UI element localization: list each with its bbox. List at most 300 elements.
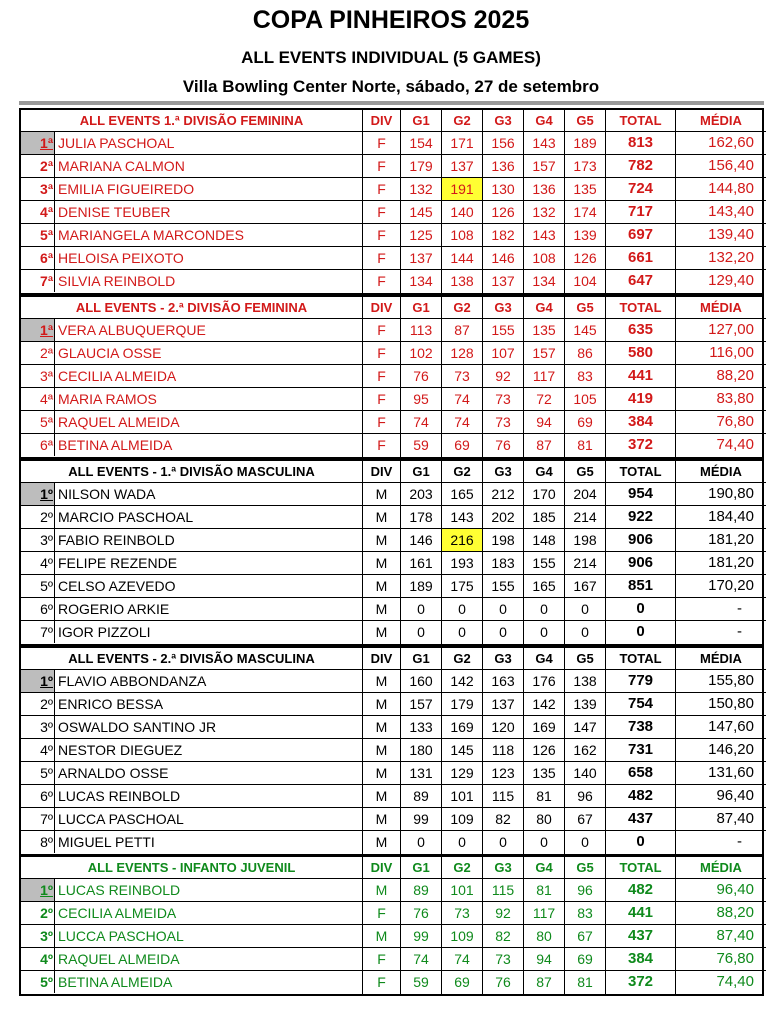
section-heading: ALL EVENTS 1.ª DIVISÃO FEMININA: [21, 110, 363, 132]
game-4-score: 87: [524, 971, 565, 994]
player-cell: [21, 808, 363, 831]
division-cell: M: [363, 693, 401, 716]
game-2-score: 108: [442, 224, 483, 247]
table-row: [21, 971, 766, 994]
average-score: 181,20: [676, 552, 766, 575]
game-2-score: 0: [442, 831, 483, 854]
player-cell: [21, 388, 363, 411]
column-header-media: MÉDIA: [676, 648, 766, 670]
game-1-score: 178: [401, 506, 442, 529]
game-5-score: 138: [565, 670, 606, 693]
rank-position: 1ª: [21, 319, 55, 341]
game-1-score: 161: [401, 552, 442, 575]
table-row: [21, 270, 766, 293]
game-2-score: 101: [442, 785, 483, 808]
game-2-score: 171: [442, 132, 483, 155]
average-score: 74,40: [716, 973, 754, 990]
table-row: [21, 483, 766, 506]
game-2-score: 74: [442, 388, 483, 411]
game-1-score: 102: [401, 342, 442, 365]
rank-position: 4º: [21, 552, 55, 574]
player-name: HELOISA PEIXOTO: [58, 250, 184, 266]
game-2-score: 74: [442, 948, 483, 971]
table-row: [21, 621, 766, 644]
rank-position: 7º: [21, 621, 55, 643]
player-cell: [21, 575, 363, 598]
column-header-g4: G4: [524, 857, 565, 879]
game-3-score: 118: [483, 739, 524, 762]
game-5-score: 96: [565, 879, 606, 902]
game-1-score: 154: [401, 132, 442, 155]
column-header-total: TOTAL: [606, 110, 676, 132]
total-score: 906: [606, 529, 676, 552]
rank-position: 2ª: [21, 155, 55, 177]
average-score: -: [676, 598, 766, 621]
game-3-score: 76: [483, 971, 524, 994]
division-cell: F: [363, 411, 401, 434]
column-header-g2: G2: [442, 461, 483, 483]
game-3-score: 123: [483, 762, 524, 785]
game-1-score: 74: [401, 411, 442, 434]
game-4-score: 170: [524, 483, 565, 506]
division-cell: F: [363, 902, 401, 925]
total-score: 437: [606, 925, 676, 948]
total-score: 661: [606, 247, 676, 270]
player-name: LUCAS REINBOLD: [58, 788, 181, 804]
column-header-g3: G3: [483, 110, 524, 132]
table-row: [21, 693, 766, 716]
game-5-score: 83: [565, 365, 606, 388]
game-1-score: 59: [401, 971, 442, 994]
game-1-score: 0: [401, 598, 442, 621]
column-header-total: TOTAL: [606, 857, 676, 879]
division-cell: M: [363, 879, 401, 902]
rank-position: 2º: [21, 693, 55, 715]
table-row: [21, 598, 766, 621]
total-score: 482: [606, 879, 676, 902]
table-row: [21, 925, 766, 948]
game-3-score: 155: [483, 575, 524, 598]
game-3-score: 156: [483, 132, 524, 155]
total-score: 372: [606, 434, 676, 457]
table-row: [21, 739, 766, 762]
game-5-score: 67: [565, 925, 606, 948]
column-header-g1: G1: [401, 110, 442, 132]
table-row: [21, 224, 766, 247]
game-4-score: 142: [524, 693, 565, 716]
player-name: FABIO REINBOLD: [58, 532, 175, 548]
division-cell: M: [363, 716, 401, 739]
player-cell: [21, 247, 363, 270]
game-5-score: 214: [565, 506, 606, 529]
section-juv: [19, 855, 764, 996]
average-score: 150,80: [676, 693, 766, 716]
rank-position: 5º: [21, 575, 55, 597]
game-4-score: 136: [524, 178, 565, 201]
player-name: GLAUCIA OSSE: [58, 345, 162, 361]
rank-position: 2º: [21, 506, 55, 528]
average-score: 87,40: [676, 925, 766, 948]
division-cell: M: [363, 598, 401, 621]
game-4-score: 135: [524, 319, 565, 342]
player-cell: [21, 529, 363, 552]
total-score: 697: [606, 224, 676, 247]
column-header-div: DIV: [363, 857, 401, 879]
table-row: [21, 552, 766, 575]
game-1-score: 132: [401, 178, 442, 201]
game-4-score: 72: [524, 388, 565, 411]
game-3-score: 73: [483, 411, 524, 434]
rank-position: 3º: [21, 925, 55, 947]
rank-position: 4º: [21, 948, 55, 970]
table-row: [21, 132, 766, 155]
column-header-total: TOTAL: [606, 461, 676, 483]
game-1-score: 99: [401, 808, 442, 831]
total-score: 0: [606, 831, 676, 854]
average-score: 131,60: [676, 762, 766, 785]
player-name: RAQUEL ALMEIDA: [58, 414, 180, 430]
game-3-score: 120: [483, 716, 524, 739]
section-header-row: [21, 648, 766, 670]
average-score: -: [737, 623, 742, 640]
division-cell: M: [363, 529, 401, 552]
rank-position: 6º: [21, 598, 55, 620]
division-cell: M: [363, 831, 401, 854]
total-score: 0: [606, 598, 676, 621]
game-3-score: 115: [483, 785, 524, 808]
average-score: 162,60: [676, 132, 766, 155]
table-row: [21, 411, 766, 434]
average-score: 184,40: [676, 506, 766, 529]
division-cell: F: [363, 342, 401, 365]
game-2-score: 169: [442, 716, 483, 739]
column-header-g3: G3: [483, 297, 524, 319]
column-header-g2: G2: [442, 297, 483, 319]
player-cell: [21, 785, 363, 808]
game-3-score: 0: [483, 621, 524, 644]
player-cell: [21, 831, 363, 854]
game-1-score: 180: [401, 739, 442, 762]
table-row: [21, 948, 766, 971]
average-score: 76,80: [676, 948, 766, 971]
game-2-score: 142: [442, 670, 483, 693]
game-2-score: 191: [442, 178, 483, 201]
division-cell: M: [363, 925, 401, 948]
rank-position: 4º: [21, 739, 55, 761]
player-name: NILSON WADA: [58, 486, 156, 502]
average-score: 88,20: [676, 365, 766, 388]
player-cell: [21, 902, 363, 925]
game-3-score: 92: [483, 365, 524, 388]
average-score: 147,60: [676, 716, 766, 739]
player-name: SILVIA REINBOLD: [58, 273, 176, 289]
column-header-g1: G1: [401, 648, 442, 670]
game-1-score: 125: [401, 224, 442, 247]
table-row: [21, 342, 766, 365]
game-3-score: 202: [483, 506, 524, 529]
section-header-row: [21, 857, 766, 879]
player-cell: [21, 693, 363, 716]
game-5-score: 198: [565, 529, 606, 552]
total-score: 731: [606, 739, 676, 762]
player-name: VERA ALBUQUERQUE: [58, 322, 206, 338]
game-1-score: 203: [401, 483, 442, 506]
game-3-score: 82: [483, 808, 524, 831]
game-1-score: 113: [401, 319, 442, 342]
game-4-score: 0: [524, 621, 565, 644]
total-score: 717: [606, 201, 676, 224]
division-cell: M: [363, 506, 401, 529]
player-cell: [21, 552, 363, 575]
game-1-score: 131: [401, 762, 442, 785]
game-5-score: 139: [565, 224, 606, 247]
game-4-score: 0: [524, 598, 565, 621]
column-header-g5: G5: [565, 648, 606, 670]
game-2-score: 138: [442, 270, 483, 293]
game-3-score: 107: [483, 342, 524, 365]
player-name: MARIA RAMOS: [58, 391, 157, 407]
rank-position: 1º: [21, 483, 55, 505]
game-5-score: 140: [565, 762, 606, 785]
table-row: [21, 506, 766, 529]
average-score: 76,80: [676, 411, 766, 434]
division-cell: F: [363, 948, 401, 971]
division-cell: F: [363, 155, 401, 178]
rank-position: 5º: [21, 971, 55, 993]
game-4-score: 157: [524, 155, 565, 178]
total-score: 635: [606, 319, 676, 342]
player-cell: [21, 762, 363, 785]
game-3-score: 136: [483, 155, 524, 178]
division-cell: M: [363, 785, 401, 808]
game-3-score: 73: [483, 948, 524, 971]
player-name: CECILIA ALMEIDA: [58, 905, 177, 921]
average-score: 156,40: [676, 155, 766, 178]
rank-position: 4ª: [21, 388, 55, 410]
player-cell: [21, 224, 363, 247]
game-2-score: 216: [442, 529, 483, 552]
total-score: 647: [606, 270, 676, 293]
division-cell: F: [363, 319, 401, 342]
total-score: 441: [606, 365, 676, 388]
player-cell: [21, 971, 363, 994]
column-header-div: DIV: [363, 297, 401, 319]
rank-position: 6ª: [21, 434, 55, 456]
game-3-score: 126: [483, 201, 524, 224]
game-2-score: 69: [442, 434, 483, 457]
game-3-score: 155: [483, 319, 524, 342]
rank-position: 2ª: [21, 342, 55, 364]
game-5-score: 69: [565, 411, 606, 434]
division-cell: M: [363, 670, 401, 693]
total-score: 813: [606, 132, 676, 155]
game-3-score: 0: [483, 831, 524, 854]
column-header-g2: G2: [442, 110, 483, 132]
game-5-score: 105: [565, 388, 606, 411]
section-fem1: [19, 108, 764, 295]
average-score: 96,40: [676, 785, 766, 808]
total-score: 384: [606, 411, 676, 434]
game-5-score: 0: [565, 598, 606, 621]
game-2-score: 0: [442, 621, 483, 644]
total-score: 782: [606, 155, 676, 178]
table-row: [21, 247, 766, 270]
column-header-g1: G1: [401, 857, 442, 879]
game-4-score: 94: [524, 411, 565, 434]
game-1-score: 157: [401, 693, 442, 716]
division-cell: F: [363, 224, 401, 247]
game-5-score: 83: [565, 902, 606, 925]
player-cell: [21, 670, 363, 693]
table-row: [21, 902, 766, 925]
game-1-score: 179: [401, 155, 442, 178]
player-cell: [21, 483, 363, 506]
column-header-g4: G4: [524, 648, 565, 670]
player-cell: [21, 621, 363, 644]
page-title: COPA PINHEIROS 2025: [252, 6, 530, 34]
game-5-score: 173: [565, 155, 606, 178]
game-2-score: 145: [442, 739, 483, 762]
average-score: 144,80: [676, 178, 766, 201]
section-heading: ALL EVENTS - 2.ª DIVISÃO MASCULINA: [21, 648, 363, 670]
game-2-score: 101: [442, 879, 483, 902]
game-2-score: 143: [442, 506, 483, 529]
game-1-score: 0: [401, 621, 442, 644]
division-cell: F: [363, 247, 401, 270]
player-name: NESTOR DIEGUEZ: [58, 742, 183, 758]
game-5-score: 214: [565, 552, 606, 575]
game-1-score: 74: [401, 948, 442, 971]
average-score: 146,20: [676, 739, 766, 762]
player-cell: [21, 598, 363, 621]
table-row: [21, 178, 766, 201]
table-row: [21, 388, 766, 411]
player-name: LUCCA PASCHOAL: [58, 928, 184, 944]
table-row: [21, 434, 766, 457]
division-cell: F: [363, 132, 401, 155]
division-cell: F: [363, 365, 401, 388]
division-cell: M: [363, 762, 401, 785]
game-4-score: 81: [524, 879, 565, 902]
game-4-score: 165: [524, 575, 565, 598]
game-1-score: 145: [401, 201, 442, 224]
section-fem2: [19, 295, 764, 459]
player-name: EMILIA FIGUEIREDO: [58, 181, 195, 197]
table-row: [21, 762, 766, 785]
total-score: 851: [606, 575, 676, 598]
player-cell: [21, 925, 363, 948]
division-cell: M: [363, 621, 401, 644]
game-5-score: 145: [565, 319, 606, 342]
game-3-score: 115: [483, 879, 524, 902]
column-header-g2: G2: [442, 857, 483, 879]
rank-position: 5ª: [21, 224, 55, 246]
game-3-score: 146: [483, 247, 524, 270]
player-name: ARNALDO OSSE: [58, 765, 169, 781]
game-5-score: 0: [565, 831, 606, 854]
rank-position: 3º: [21, 716, 55, 738]
game-3-score: 212: [483, 483, 524, 506]
game-5-score: 86: [565, 342, 606, 365]
total-score: 954: [606, 483, 676, 506]
game-1-score: 99: [401, 925, 442, 948]
player-cell: [21, 132, 363, 155]
division-cell: F: [363, 434, 401, 457]
rank-position: 1º: [21, 670, 55, 692]
game-4-score: 148: [524, 529, 565, 552]
game-4-score: 135: [524, 762, 565, 785]
game-5-score: 104: [565, 270, 606, 293]
game-1-score: 146: [401, 529, 442, 552]
table-row: [21, 155, 766, 178]
column-header-total: TOTAL: [606, 297, 676, 319]
game-2-score: 175: [442, 575, 483, 598]
game-3-score: 137: [483, 270, 524, 293]
venue-line: Villa Bowling Center Norte, sábado, 27 de setembro: [182, 77, 600, 96]
player-name: FELIPE REZENDE: [58, 555, 178, 571]
table-row: [21, 785, 766, 808]
column-header-g1: G1: [401, 461, 442, 483]
total-score: 482: [606, 785, 676, 808]
total-score: 372: [606, 971, 676, 994]
game-4-score: 169: [524, 716, 565, 739]
player-name: JULIA PASCHOAL: [58, 135, 175, 151]
section-header-row: [21, 461, 766, 483]
game-1-score: 59: [401, 434, 442, 457]
table-row: [21, 529, 766, 552]
rank-position: 7ª: [21, 270, 55, 292]
game-3-score: 76: [483, 434, 524, 457]
game-2-score: 128: [442, 342, 483, 365]
game-3-score: 0: [483, 598, 524, 621]
game-5-score: 81: [565, 434, 606, 457]
total-score: 724: [606, 178, 676, 201]
game-2-score: 73: [442, 365, 483, 388]
game-2-score: 129: [442, 762, 483, 785]
player-name: ROGERIO ARKIE: [58, 601, 170, 617]
section-heading: ALL EVENTS - 1.ª DIVISÃO MASCULINA: [21, 461, 363, 483]
column-header-g4: G4: [524, 110, 565, 132]
column-header-g5: G5: [565, 461, 606, 483]
game-4-score: 155: [524, 552, 565, 575]
game-3-score: 73: [483, 388, 524, 411]
game-1-score: 189: [401, 575, 442, 598]
game-1-score: 134: [401, 270, 442, 293]
average-score: 155,80: [676, 670, 766, 693]
division-cell: F: [363, 201, 401, 224]
column-header-div: DIV: [363, 648, 401, 670]
game-2-score: 73: [442, 902, 483, 925]
player-cell: [21, 739, 363, 762]
column-header-g5: G5: [565, 857, 606, 879]
game-4-score: 94: [524, 948, 565, 971]
rank-position: 6ª: [21, 247, 55, 269]
column-header-g5: G5: [565, 110, 606, 132]
column-header-g1: G1: [401, 297, 442, 319]
game-2-score: 165: [442, 483, 483, 506]
player-cell: [21, 342, 363, 365]
total-score: 922: [606, 506, 676, 529]
game-3-score: 198: [483, 529, 524, 552]
average-score: 127,00: [676, 319, 766, 342]
player-name: LUCAS REINBOLD: [58, 882, 181, 898]
player-name: OSWALDO SANTINO JR: [58, 719, 217, 735]
table-row: [21, 670, 766, 693]
division-cell: M: [363, 739, 401, 762]
section-masc2: [19, 646, 764, 856]
rank-position: 8º: [21, 831, 55, 853]
game-5-score: 135: [565, 178, 606, 201]
